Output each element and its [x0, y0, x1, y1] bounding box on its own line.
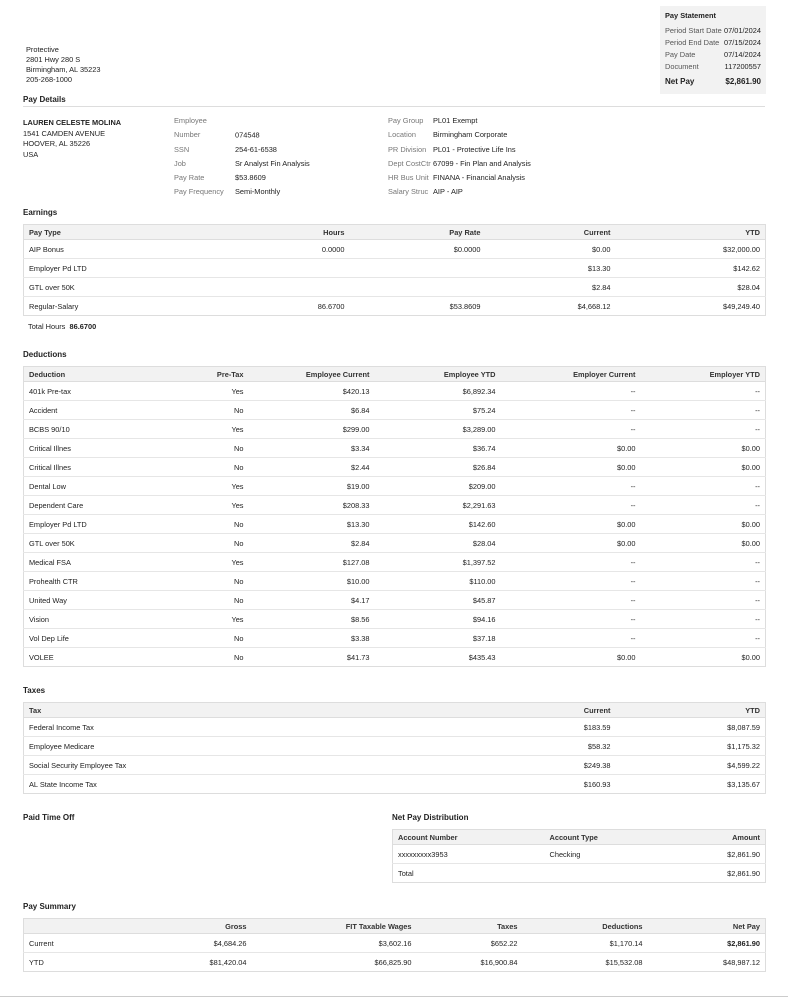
earnings-col-ytd: YTD: [616, 225, 766, 240]
pay-summary-col-gross: Gross: [127, 919, 252, 934]
employee-address-line2: HOOVER, AL 35226: [23, 139, 91, 148]
table-row: Dependent Care Yes $208.33 $2,291.63 -- --: [24, 496, 766, 515]
detail-ssn: SSN 254-61-6538: [174, 144, 277, 154]
table-row: Federal Income Tax $183.59 $8,087.59: [24, 718, 766, 737]
pay-summary-col-blank: [24, 919, 127, 934]
table-row: Employee Medicare $58.32 $1,175.32: [24, 737, 766, 756]
pay-details-column-1: [174, 114, 310, 200]
company-address-line2: Birmingham, AL 35223: [26, 65, 101, 74]
period-start-row: Period Start Date 07/01/2024: [665, 25, 761, 35]
paid-time-off-title: Paid Time Off: [23, 813, 75, 822]
table-row: YTD $81,420.04 $66,825.90 $16,900.84 $15,532.08 $48,987.12: [29, 957, 760, 967]
detail-location: Location Birmingham Corporate: [388, 130, 508, 140]
table-row: Vision Yes $8.56 $94.16 -- --: [24, 610, 766, 629]
deductions-col-employee-current: Employee Current: [249, 367, 375, 382]
detail-pay-rate: Pay Rate $53.8609: [174, 173, 266, 183]
detail-hr-bus-unit: HR Bus Unit FINANA - Financial Analysis: [388, 173, 526, 183]
table-row: 401k Pre-tax Yes $420.13 $6,892.34 -- --: [24, 382, 766, 401]
table-row: Social Security Employee Tax $249.38 $4,599.22: [24, 756, 766, 775]
earnings-col-pay-rate: Pay Rate: [350, 225, 486, 240]
pay-summary-title: Pay Summary: [23, 902, 76, 911]
total-hours: [28, 322, 96, 331]
detail-job: Job Sr Analyst Fin Analysis: [174, 158, 310, 168]
net-pay-row: Net Pay $2,861.90: [665, 76, 761, 86]
taxes-table: [23, 702, 766, 794]
deductions-title: Deductions: [23, 350, 67, 359]
employee-country: USA: [23, 149, 39, 159]
table-row: AL State Income Tax $160.93 $3,135.67: [29, 779, 760, 789]
table-row: Prohealth CTR No $10.00 $110.00 -- --: [24, 572, 766, 591]
table-row: xxxxxxxxx3953 Checking $2,861.90: [393, 845, 766, 864]
table-row: GTL over 50K No $2.84 $28.04 $0.00 $0.00: [24, 534, 766, 553]
earnings-title: Earnings: [23, 208, 58, 217]
deductions-col-pre-tax: Pre-Tax: [164, 367, 249, 382]
deductions-col-employer-current: Employer Current: [501, 367, 641, 382]
employee-name: LAUREN CELESTE MOLINA: [23, 118, 122, 127]
earnings-table: [23, 224, 766, 316]
detail-pr-division: PR Division PL01 - Protective Life Ins: [388, 144, 516, 154]
pay-summary-table: [23, 918, 766, 972]
pay-statement-box: [660, 6, 766, 94]
earnings-col-current: Current: [486, 225, 616, 240]
deductions-col-employee-ytd: Employee YTD: [375, 367, 501, 382]
earnings-header-row: [24, 225, 766, 240]
table-row: Critical Illnes No $3.34 $36.74 $0.00 $0.00: [24, 439, 766, 458]
taxes-title: Taxes: [23, 686, 46, 695]
detail-salary-struc: Salary Struc AIP - AIP: [388, 187, 463, 197]
table-row: United Way No $4.17 $45.87 -- --: [24, 591, 766, 610]
earnings-col-pay-type: Pay Type: [24, 225, 204, 240]
npd-col-account-number: Account Number: [393, 830, 545, 845]
taxes-col-ytd: YTD: [616, 703, 766, 718]
deductions-col-deduction: Deduction: [24, 367, 164, 382]
table-row: Current $4,684.26 $3,602.16 $652.22 $1,170.14 $2,861.90: [24, 934, 766, 953]
net-pay-distribution-title: Net Pay Distribution: [392, 813, 469, 822]
pay-summary-header-row: [24, 919, 766, 934]
company-address-line1: 2801 Hwy 280 S: [26, 55, 81, 64]
total-hours-label: Total Hours: [28, 322, 66, 331]
table-row: Total $2,861.90: [398, 868, 760, 878]
pay-summary-col-taxes: Taxes: [417, 919, 523, 934]
taxes-col-tax: Tax: [24, 703, 324, 718]
table-row: GTL over 50K $2.84 $28.04: [24, 278, 766, 297]
employee-info: [23, 118, 121, 160]
npd-header-row: [393, 830, 766, 845]
taxes-col-current: Current: [324, 703, 616, 718]
table-row: Employer Pd LTD No $13.30 $142.60 $0.00 $0.00: [24, 515, 766, 534]
employee-address-line1: 1541 CAMDEN AVENUE: [23, 128, 106, 138]
table-row: Employer Pd LTD $13.30 $142.62: [24, 259, 766, 278]
pay-details-column-2: [388, 114, 531, 200]
pay-details-divider: [23, 106, 765, 107]
total-hours-value: 86.6700: [69, 322, 97, 331]
table-row: Vol Dep Life No $3.38 $37.18 -- --: [24, 629, 766, 648]
table-row: Regular-Salary 86.6700 $53.8609 $4,668.12 $49,249.40: [29, 301, 760, 311]
deductions-table: [23, 366, 766, 667]
table-row: BCBS 90/10 Yes $299.00 $3,289.00 -- --: [24, 420, 766, 439]
pay-summary-col-deductions: Deductions: [523, 919, 648, 934]
table-row: Critical Illnes No $2.44 $26.84 $0.00 $0.00: [24, 458, 766, 477]
period-end-row: Period End Date 07/15/2024: [665, 37, 761, 47]
table-row: Dental Low Yes $19.00 $209.00 -- --: [24, 477, 766, 496]
pay-summary-col-net-pay: Net Pay: [648, 919, 766, 934]
table-row: AIP Bonus 0.0000 $0.0000 $0.00 $32,000.00: [24, 240, 766, 259]
detail-pay-group: Pay Group PL01 Exempt: [388, 116, 478, 125]
detail-employee-number: Employee Number 074548: [174, 116, 260, 140]
company-name: Protective: [26, 45, 59, 54]
company-address: [26, 45, 101, 85]
npd-col-account-type: Account Type: [545, 830, 656, 845]
npd-col-amount: Amount: [656, 830, 766, 845]
pay-summary-col-fit-taxable-wages: FIT Taxable Wages: [252, 919, 417, 934]
table-row: VOLEE No $41.73 $435.43 $0.00 $0.00: [29, 652, 760, 662]
deductions-header-row: [24, 367, 766, 382]
earnings-col-hours: Hours: [204, 225, 350, 240]
net-pay-distribution-table: [392, 829, 766, 883]
document-row: Document 117200557: [665, 61, 761, 71]
table-row: Accident No $6.84 $75.24 -- --: [24, 401, 766, 420]
pay-details-title: Pay Details: [23, 95, 66, 104]
detail-pay-frequency: Pay Frequency Semi-Monthly: [174, 187, 281, 197]
pay-statement-title: Pay Statement: [665, 11, 716, 20]
company-phone: 205-268-1000: [26, 75, 73, 84]
taxes-header-row: [24, 703, 766, 718]
deductions-col-employer-ytd: Employer YTD: [641, 367, 766, 382]
detail-dept-costctr: Dept CostCtr 67099 - Fin Plan and Analysis: [388, 158, 531, 168]
pay-date-row: Pay Date 07/14/2024: [665, 49, 761, 59]
page-bottom-divider: [0, 996, 788, 997]
table-row: Medical FSA Yes $127.08 $1,397.52 -- --: [24, 553, 766, 572]
